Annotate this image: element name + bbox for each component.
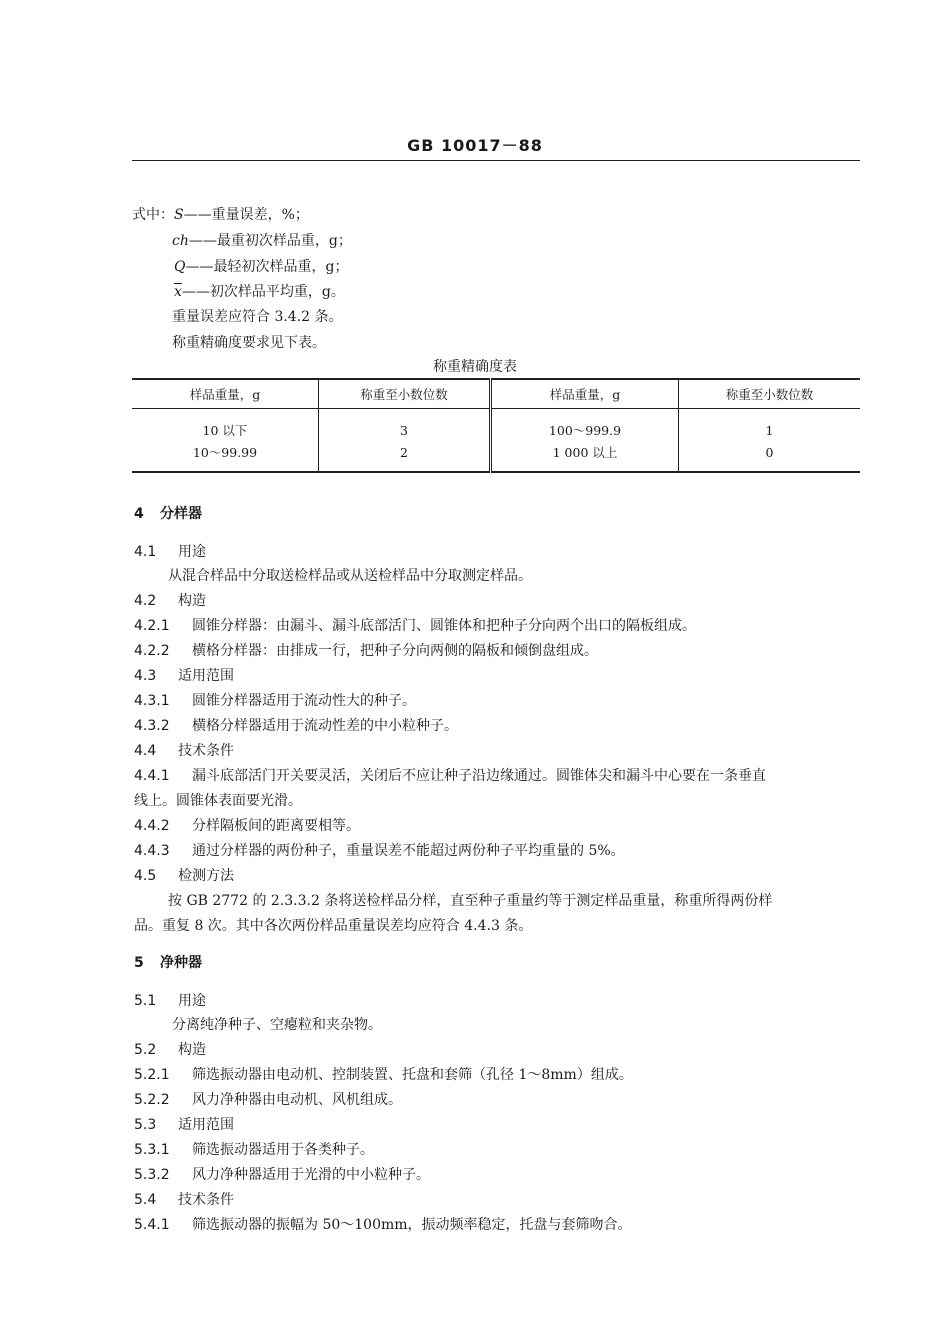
clause-4-3 <box>134 665 234 685</box>
table-cell: 0 <box>679 441 861 472</box>
formula-def-q <box>174 256 348 276</box>
clause-text: 构造 <box>178 593 206 609</box>
clause-number: 5.3 <box>134 1117 157 1133</box>
clause-4-5-body: 按 GB 2772 的 2.3.3.2 条将送检样品分样，直至种子重量约等于测定样品重量，称重所得两份样 <box>168 893 773 909</box>
column-header: 样品重量，g <box>491 379 679 409</box>
clause-text: 适用范围 <box>178 1117 234 1133</box>
clause-text: 横格分样器：由排成一行，把种子分向两侧的隔板和倾倒盘组成。 <box>192 643 598 659</box>
clause-number: 4.5 <box>134 868 157 884</box>
definition-text: 最重初次样品重，g； <box>216 233 352 249</box>
definition-text: 最轻初次样品重，g； <box>213 259 349 275</box>
symbol-xbar: $\overline{x}$ <box>174 284 182 300</box>
document-code: GB 10017－88 <box>407 136 543 155</box>
clause-number: 5.4 <box>134 1192 157 1208</box>
clause-5-3-2 <box>134 1164 430 1184</box>
clause-number: 4.1 <box>134 544 157 560</box>
section-heading-4 <box>134 503 202 523</box>
clause-5-4-1 <box>134 1214 632 1234</box>
definition-text: 初次样品平均重，g。 <box>209 284 345 300</box>
column-header: 称重至小数位数 <box>319 379 491 409</box>
clause-number: 4.2 <box>134 593 157 609</box>
formula-def-s <box>132 204 309 224</box>
clause-5-1 <box>134 990 206 1010</box>
clause-5-3-1 <box>134 1139 374 1159</box>
section-number: 4 <box>134 506 144 522</box>
clause-text: 风力净种器由电动机、风机组成。 <box>192 1092 402 1108</box>
clause-4-4-3 <box>134 840 625 860</box>
clause-4-1 <box>134 541 206 561</box>
clause-number: 4.2.2 <box>134 643 170 659</box>
clause-4-2 <box>134 590 206 610</box>
definition-text: 重量误差，%； <box>211 207 309 223</box>
section-heading-5 <box>134 952 202 972</box>
clause-text: 圆锥分样器适用于流动性大的种子。 <box>192 693 416 709</box>
clause-text: 漏斗底部活门开关要灵活，关闭后不应让种子沿边缘通过。圆锥体尖和漏斗中心要在一条垂直 <box>192 768 766 784</box>
symbol-ch: ch <box>172 233 189 249</box>
header-rule <box>132 160 860 161</box>
dash: —— <box>185 259 214 275</box>
clause-number: 5.3.2 <box>134 1167 170 1183</box>
clause-number: 5.2.2 <box>134 1092 170 1108</box>
dash: —— <box>183 207 212 223</box>
clause-text: 构造 <box>178 1042 206 1058</box>
table-row <box>132 409 860 442</box>
table-cell: 3 <box>319 409 491 442</box>
clause-text: 筛选振动器的振幅为 50～100mm，振动频率稳定，托盘与套筛吻合。 <box>192 1217 632 1233</box>
clause-number: 4.4 <box>134 743 157 759</box>
symbol-s: S <box>174 207 184 223</box>
clause-number: 5.1 <box>134 993 157 1009</box>
clause-4-4-1 <box>134 765 766 785</box>
section-title: 净种器 <box>160 955 202 971</box>
formula-note-1: 重量误差应符合 3.4.2 条。 <box>172 309 343 325</box>
clause-4-2-1 <box>134 615 696 635</box>
table-cell: 1 <box>679 409 861 442</box>
clause-number: 4.4.3 <box>134 843 170 859</box>
clause-number: 5.3.1 <box>134 1142 170 1158</box>
clause-text: 技术条件 <box>178 743 234 759</box>
clause-text: 筛选振动器由电动机、控制装置、托盘和套筛（孔径 1～8mm）组成。 <box>192 1067 633 1083</box>
table-title: 称重精确度表 <box>433 359 517 375</box>
column-header: 称重至小数位数 <box>679 379 861 409</box>
clause-text: 分样隔板间的距离要相等。 <box>192 818 360 834</box>
table-cell: 10～99.99 <box>132 441 319 472</box>
section-title: 分样器 <box>160 506 202 522</box>
clause-5-2-1 <box>134 1064 633 1084</box>
table-cell: 1 000 以上 <box>491 441 679 472</box>
formula-def-ch <box>172 230 352 250</box>
clause-4-1-body: 从混合样品中分取送检样品或从送检样品中分取测定样品。 <box>168 568 532 584</box>
clause-5-2-2 <box>134 1089 402 1109</box>
clause-4-4-1-cont: 线上。圆锥体表面要光滑。 <box>134 793 302 809</box>
formula-note-2: 称重精确度要求见下表。 <box>172 335 326 351</box>
formula-def-xbar <box>174 281 345 301</box>
clause-number: 4.3.1 <box>134 693 170 709</box>
clause-4-4-2 <box>134 815 360 835</box>
precision-table <box>132 378 860 473</box>
clause-text: 用途 <box>178 993 206 1009</box>
dash: —— <box>188 233 217 249</box>
clause-5-2 <box>134 1039 206 1059</box>
clause-number: 4.4.1 <box>134 768 170 784</box>
section-number: 5 <box>134 955 144 971</box>
clause-number: 4.2.1 <box>134 618 170 634</box>
symbol-q: Q <box>174 259 186 275</box>
clause-text: 风力净种器适用于光滑的中小粒种子。 <box>192 1167 430 1183</box>
clause-text: 适用范围 <box>178 668 234 684</box>
clause-5-3 <box>134 1114 234 1134</box>
clause-text: 技术条件 <box>178 1192 234 1208</box>
table-row <box>132 441 860 472</box>
clause-number: 4.3.2 <box>134 718 170 734</box>
table-header-row <box>132 379 860 409</box>
clause-number: 5.2 <box>134 1042 157 1058</box>
clause-4-3-1 <box>134 690 416 710</box>
clause-number: 4.4.2 <box>134 818 170 834</box>
clause-5-4 <box>134 1189 234 1209</box>
formula-lead: 式中： <box>132 207 174 223</box>
clause-number: 4.3 <box>134 668 157 684</box>
clause-5-1-body: 分离纯净种子、空瘪粒和夹杂物。 <box>172 1017 382 1033</box>
clause-text: 检测方法 <box>178 868 234 884</box>
table-cell: 100～999.9 <box>491 409 679 442</box>
clause-number: 5.4.1 <box>134 1217 170 1233</box>
table-cell: 2 <box>319 441 491 472</box>
clause-4-5-body-cont: 品。重复 8 次。其中各次两份样品重量误差均应符合 4.4.3 条。 <box>134 918 533 934</box>
table-cell: 10 以下 <box>202 423 248 438</box>
clause-text: 筛选振动器适用于各类种子。 <box>192 1142 374 1158</box>
clause-4-5 <box>134 865 234 885</box>
clause-4-3-2 <box>134 715 458 735</box>
clause-number: 5.2.1 <box>134 1067 170 1083</box>
clause-4-2-2 <box>134 640 598 660</box>
clause-4-4 <box>134 740 234 760</box>
clause-text: 圆锥分样器：由漏斗、漏斗底部活门、圆锥体和把种子分向两个出口的隔板组成。 <box>192 618 696 634</box>
clause-text: 通过分样器的两份种子，重量误差不能超过两份种子平均重量的 5%。 <box>192 843 625 859</box>
clause-text: 横格分样器适用于流动性差的中小粒种子。 <box>192 718 458 734</box>
clause-text: 用途 <box>178 544 206 560</box>
dash: —— <box>181 284 210 300</box>
column-header: 样品重量，g <box>132 379 319 409</box>
